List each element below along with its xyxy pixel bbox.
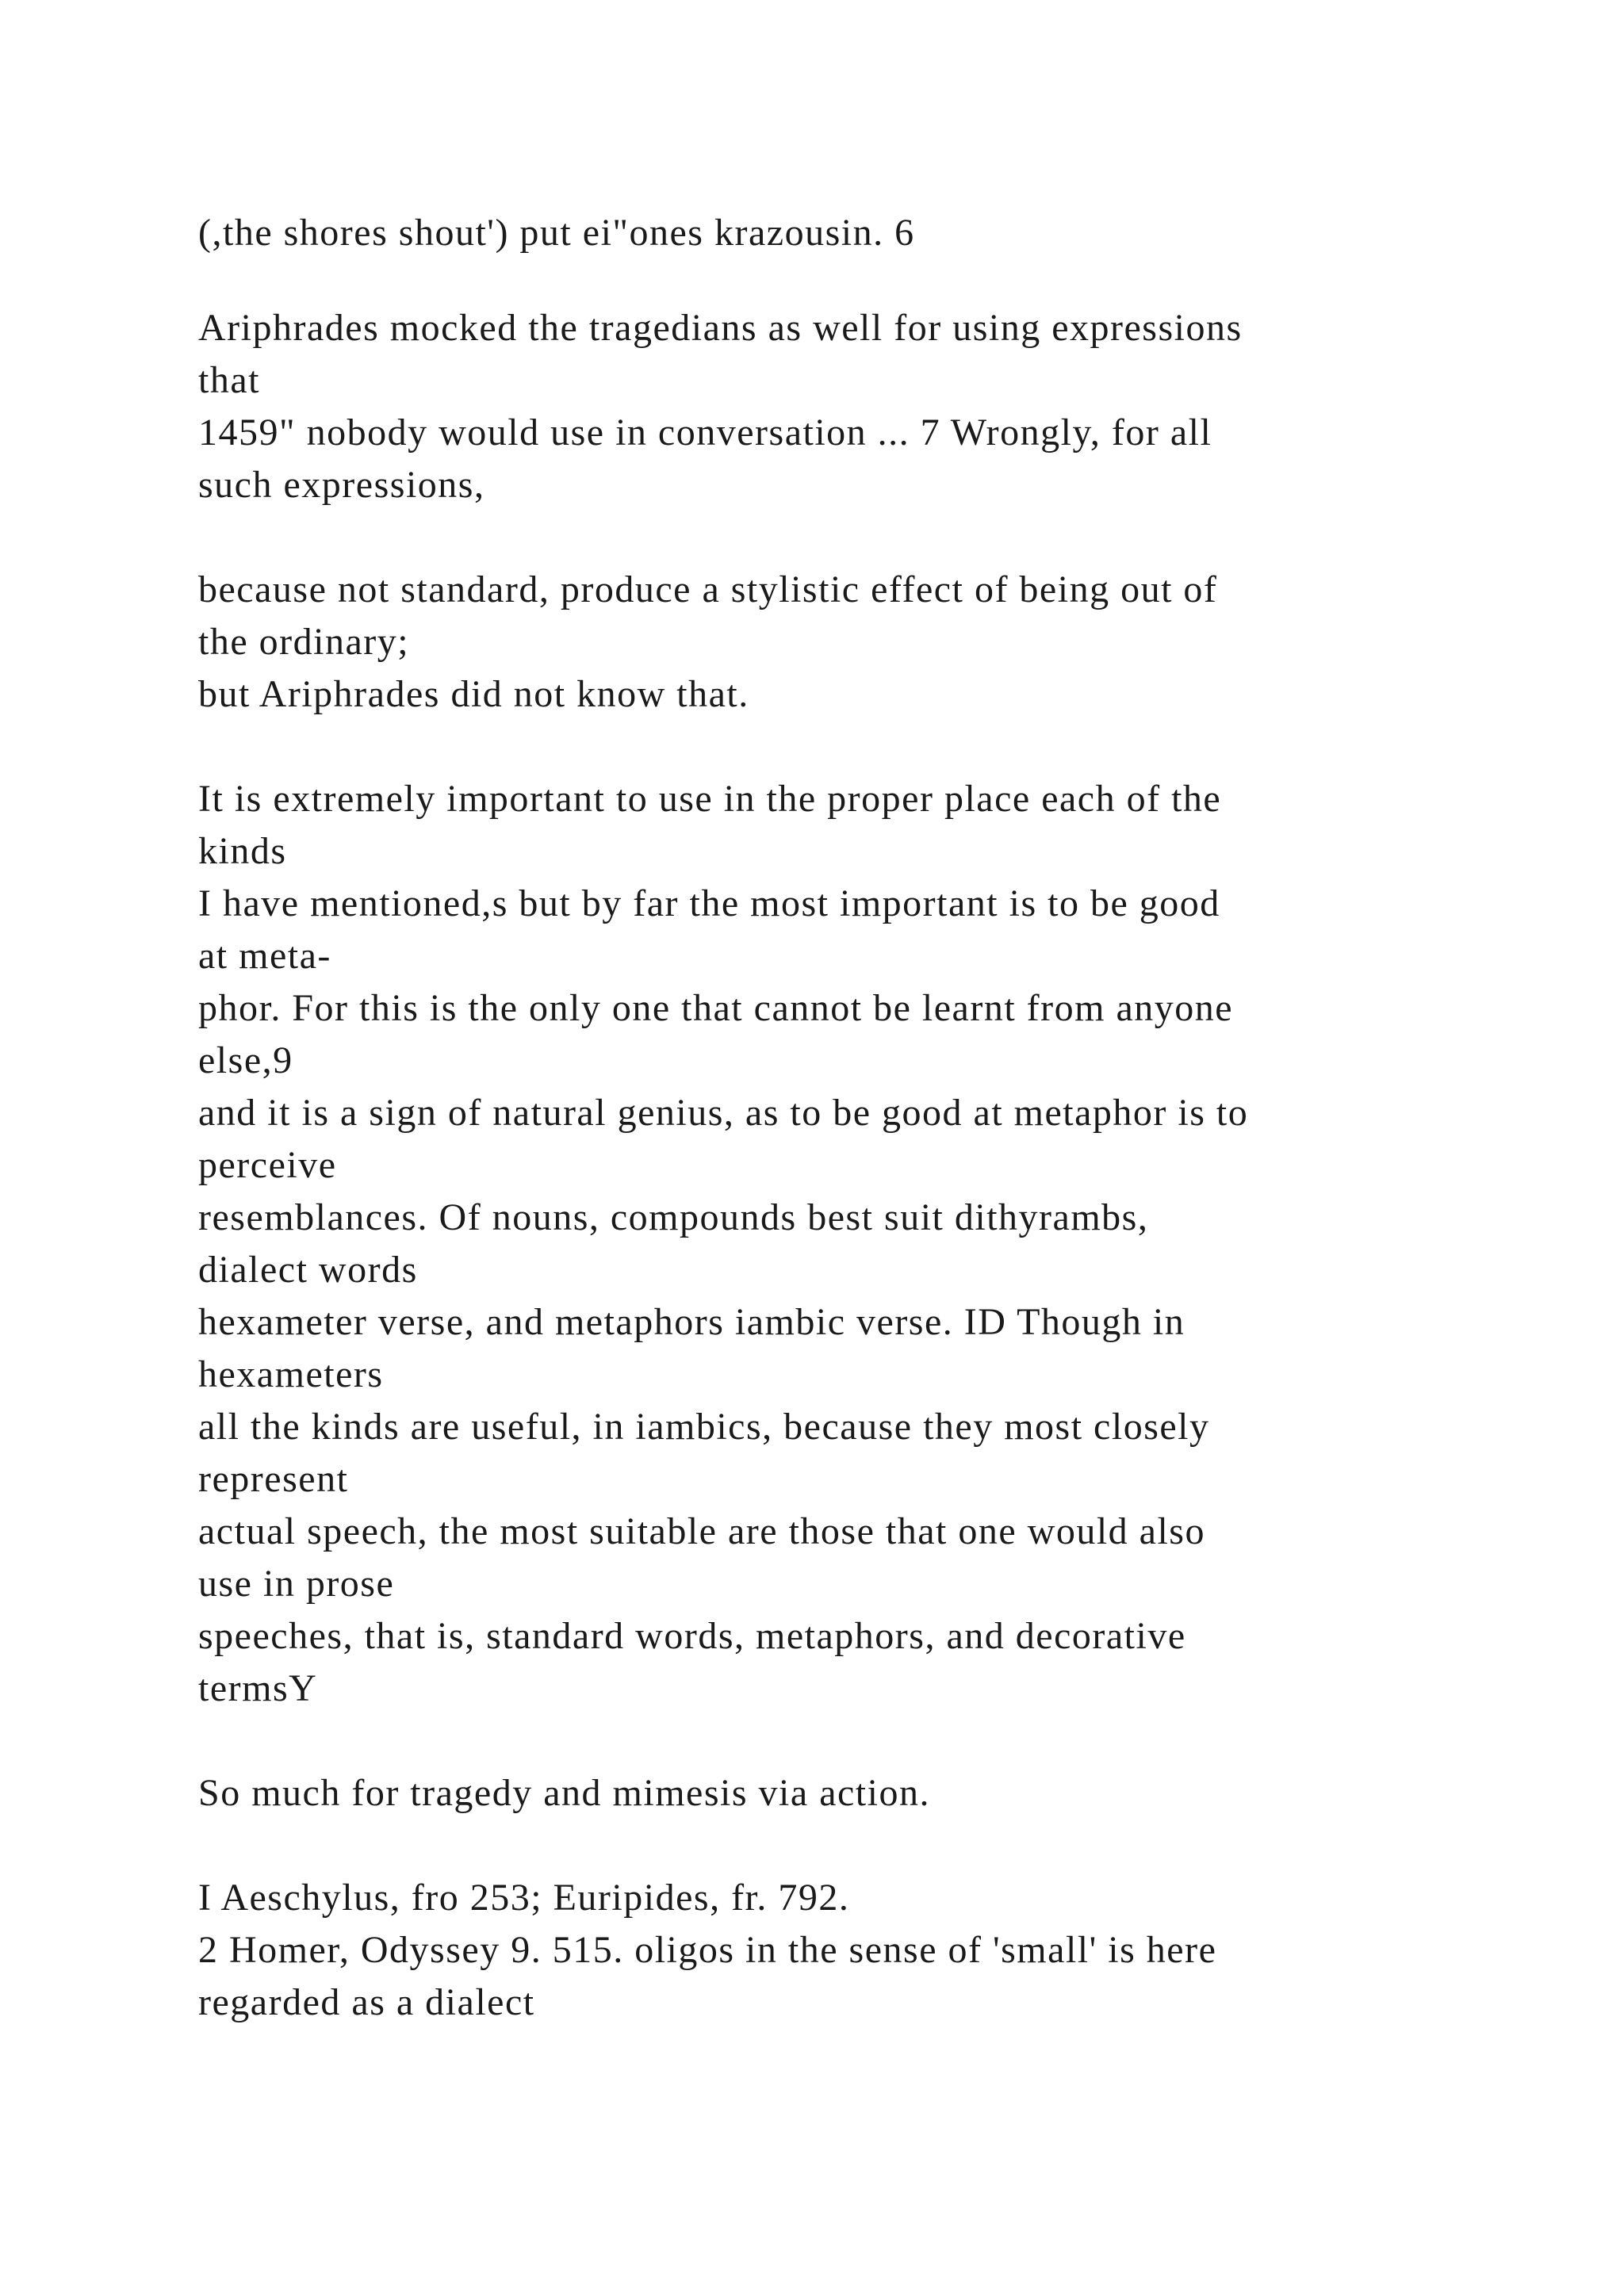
- footnote-line: 2 Homer, Odyssey 9. 515. oligos in the sense of 'small' is here: [198, 1929, 1217, 1971]
- text-line: 1459" nobody would use in conversation ... 7 Wrongly, for all: [198, 411, 1212, 453]
- text-line: because not standard, produce a stylistic effect of being out of: [198, 568, 1218, 610]
- text-line: perceive: [198, 1144, 337, 1186]
- text-line: all the kinds are useful, in iambics, because they most closely: [198, 1406, 1210, 1448]
- footnote-line: I Aeschylus, fro 253; Euripides, fr. 792.: [198, 1877, 850, 1919]
- text-line: Ariphrades mocked the tragedians as well for using expressions: [198, 307, 1243, 349]
- text-line: and it is a sign of natural genius, as to be good at metaphor is to: [198, 1092, 1249, 1134]
- text-line: represent: [198, 1458, 349, 1500]
- text-line: but Ariphrades did not know that.: [198, 673, 749, 715]
- text-line: at meta-: [198, 935, 331, 977]
- text-line: use in prose: [198, 1563, 395, 1605]
- text-line: resemblances. Of nouns, compounds best suit dithyrambs,: [198, 1196, 1149, 1238]
- text-line: actual speech, the most suitable are those that one would also: [198, 1510, 1205, 1552]
- footnote-line: regarded as a dialect: [198, 1981, 535, 2023]
- text-line: else,9: [198, 1039, 293, 1081]
- text-line: dialect words: [198, 1249, 418, 1291]
- text-line: the ordinary;: [198, 621, 410, 663]
- text-line: So much for tragedy and mimesis via action.: [198, 1772, 930, 1814]
- text-line: such expressions,: [198, 464, 485, 506]
- text-line: phor. For this is the only one that cannot be learnt from anyone: [198, 987, 1234, 1029]
- text-line: hexameter verse, and metaphors iambic verse. ID Though in: [198, 1301, 1185, 1343]
- text-line: It is extremely important to use in the proper place each of the: [198, 778, 1222, 820]
- text-line: I have mentioned,s but by far the most important is to be good: [198, 882, 1220, 924]
- text-line: that: [198, 359, 260, 401]
- text-line: termsY: [198, 1667, 318, 1709]
- text-line: kinds: [198, 830, 287, 872]
- text-line: hexameters: [198, 1353, 384, 1395]
- text-line: speeches, that is, standard words, metaphors, and decorative: [198, 1615, 1186, 1657]
- text-line: (,the shores shout') put ei"ones krazousin. 6: [198, 212, 915, 254]
